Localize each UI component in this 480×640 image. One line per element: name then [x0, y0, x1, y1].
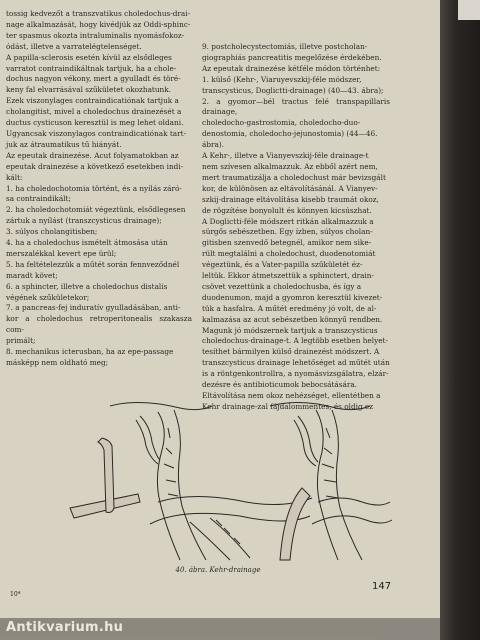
left-column-text-line: 2. ha choledochotomiát végeztünk, elsődlegesen	[6, 205, 186, 215]
left-column-text-line: cholangitist, mivel a choledochus drainezését a	[6, 107, 182, 117]
right-column-text-line: choledochus-drainage-t. A legtöbb esetben helyet-	[202, 336, 388, 346]
left-column-text-line: 1. ha choledochotomia történt, és a nyílás záró-	[6, 183, 182, 193]
right-column-text-line: mert traumatizálja a choledochust már bevizsgált	[202, 172, 386, 182]
right-column-text-line: giographiás pancreatitis megelőzése érdekében.	[202, 52, 382, 62]
right-column-text-line: tesíthet bármilyen külső drainezést módszert. A	[202, 347, 380, 357]
book-binding-edge	[440, 0, 480, 640]
left-column-text-line: epeutak drainezése a következő esetekben indi-	[6, 161, 184, 171]
right-column-text-line: transzcysticus drainage lehetőséget ad műtét után	[202, 358, 390, 368]
left-text-column	[6, 9, 192, 369]
left-column-text-line: ódást, illetve a varratelégtelenséget.	[6, 41, 142, 51]
right-column-text-line: 1. külső (Kehr-, Viaruyevszkij-féle módszer,	[202, 74, 362, 84]
left-column-text-line: juk az átraumatikus tű hiányát.	[6, 139, 122, 149]
right-column-text-line: sürgős sebészetben. Egy ízben, súlyos cholan-	[202, 227, 373, 237]
left-column-text-line: Az epeutak drainezése. Acut folyamatokban az	[6, 150, 179, 160]
right-text-column	[202, 42, 390, 413]
right-column-text-line: csövet vezettünk a choledochusba, és így a	[202, 281, 362, 291]
watermark-text: Antikvarium.hu	[6, 620, 124, 635]
right-column-text-line: denostomia, choledocho-jejunostomia) (44—46.	[202, 129, 378, 139]
left-column-text-line: merszalékkal kevert epe ürül;	[6, 248, 117, 258]
left-column-text-line: 7. a pancreas-fej induratív gyulladásában, anti-	[6, 303, 181, 313]
right-column-text-line: tük a hasfalra. A műtét eredmény jó volt, de al-	[202, 303, 377, 313]
left-column-text-line: 5. ha feltételezzük a műtét során fennveződnél	[6, 259, 180, 269]
right-column-text-line: dezésre és antibioticumok bebocsátására.	[202, 380, 357, 390]
left-column-text-line: nage alkalmazását, hogy kivédjük az Oddi-sphinc-	[6, 19, 191, 29]
left-column-text-line: 8. mechanikus icterusban, ha az epe-passage	[6, 347, 174, 357]
left-column-text-line: végének szűkületekor;	[6, 292, 90, 302]
left-column-text-line: Ugyancsak viszonylagos contraindicatiónak tart-	[6, 128, 187, 138]
left-column-text-line: 6. a sphincter, illetve a choledochus distalis	[6, 281, 168, 291]
left-column-text-line: A papilla-sclerosis esetén kívül az elsődleges	[6, 52, 172, 62]
right-column-text-line: A Kehr-, illetve a Vianyevszkij-féle drainage-t	[202, 151, 369, 161]
right-column-text-line: 9. postcholecystectomiás, illetve postcholan-	[202, 42, 368, 51]
kehr-drainage-illustration	[40, 398, 396, 562]
right-column-text-line: kor, de különösen az eltávolításánál. A Vianyev-	[202, 183, 378, 193]
left-column-text-line: primált;	[6, 336, 36, 346]
left-column-text-line: zártuk a nyílást (transzcysticus drainage);	[6, 216, 162, 226]
right-column-text-line: rült megtalálni a choledochust, duodenotomiát	[202, 249, 376, 259]
right-column-text-line: A Doglictti-féle módszert ritkán alkalmazzuk a	[202, 216, 374, 226]
right-column-text-line: choledocho-gastrostomia, choledocho-duo-	[202, 118, 361, 128]
left-column-text-line: keny fal elvarrásával szűkületet okozhatunk.	[6, 85, 171, 95]
figure-caption: 40. ábra. Kehr-drainage	[175, 566, 261, 574]
left-column-text-line: varratot contraindikáltnak tartjuk, ha a chole-	[6, 63, 177, 73]
right-column-text-line: Eltávolítása nem okoz nehézséget, ellentétben a	[202, 391, 381, 400]
right-column-text-line: de rögzítése bonyolult és könnyen kicsúszhat.	[202, 205, 372, 215]
binding-highlight	[458, 0, 480, 20]
right-column-text-line: kalmazása az acut sebészetben könnyű rendben.	[202, 314, 383, 324]
left-column-text-line: kor a choledochus retroperitonealis szakasza com-	[6, 314, 192, 335]
right-column-text-line: is a röntgenkontrollra, a nyomásvizsgálatra, elzár-	[202, 369, 389, 379]
right-column-text-line: Az epeutak drainezése kétféle módon történhet:	[202, 63, 381, 73]
left-column-text-line: dochus nagyon vékony, mert a gyulladt és töré-	[6, 74, 181, 84]
left-column-text-line: ductus cysticuson keresztül is meg lehet oldani.	[6, 118, 184, 128]
right-column-text-line: leltük. Ekkor átmetszettük a sphinctert, drain-	[202, 271, 374, 281]
left-column-text-line: kált:	[6, 172, 23, 182]
right-column-text-line: végeztünk, és a Vater-papilla szűkületét éz-	[202, 260, 363, 270]
left-column-text-line: ter spasmus okozta intraluminalis nyomásfokoz-	[6, 30, 185, 40]
right-column-text-line: Magunk jó módszernek tartjuk a transzcysticus	[202, 325, 378, 335]
signature-mark: 10*	[10, 591, 21, 598]
left-column-text-line: másképp nem oldható meg;	[6, 358, 109, 367]
right-column-text-line: 2. a gyomor—bél tractus felé transpapillaris drainage,	[202, 96, 390, 117]
left-column-text-line: maradt követ;	[6, 270, 58, 280]
watermark-bar	[0, 618, 440, 640]
right-column-text-line: transcysticus, Doglictti-drainage) (40—43. ábra);	[202, 85, 384, 95]
left-column-text-line: 3. súlyos cholangitisben;	[6, 227, 98, 237]
left-column-text-line: Ezek viszonylages contraindicatiónak tartjuk a	[6, 96, 179, 106]
right-column-text-line: nem szívesen alkalmazzuk. Az ebből azért nem,	[202, 161, 378, 171]
right-column-text-line: gitisben szenvedő betegnél, amikor nem sike-	[202, 238, 372, 248]
left-column-text-line: 4. ha a choledochus ismételt átmosása után	[6, 238, 168, 248]
left-column-text-line: tossig kedvezőt a transzvatikus choledochus-drai-	[6, 9, 191, 18]
right-column-text-line: szkij-drainage eltávolítása kisebb traumát okoz,	[202, 194, 379, 204]
right-column-text-line: Kehr drainage-zal fájdalommentes, és oldig ez	[202, 401, 374, 411]
page-number: 147	[372, 581, 392, 592]
right-column-text-line: ábra).	[202, 140, 225, 150]
right-column-text-line: duodenumon, majd a gyomron keresztül kivezet-	[202, 292, 383, 302]
left-column-text-line: sa contraindikált;	[6, 194, 71, 204]
